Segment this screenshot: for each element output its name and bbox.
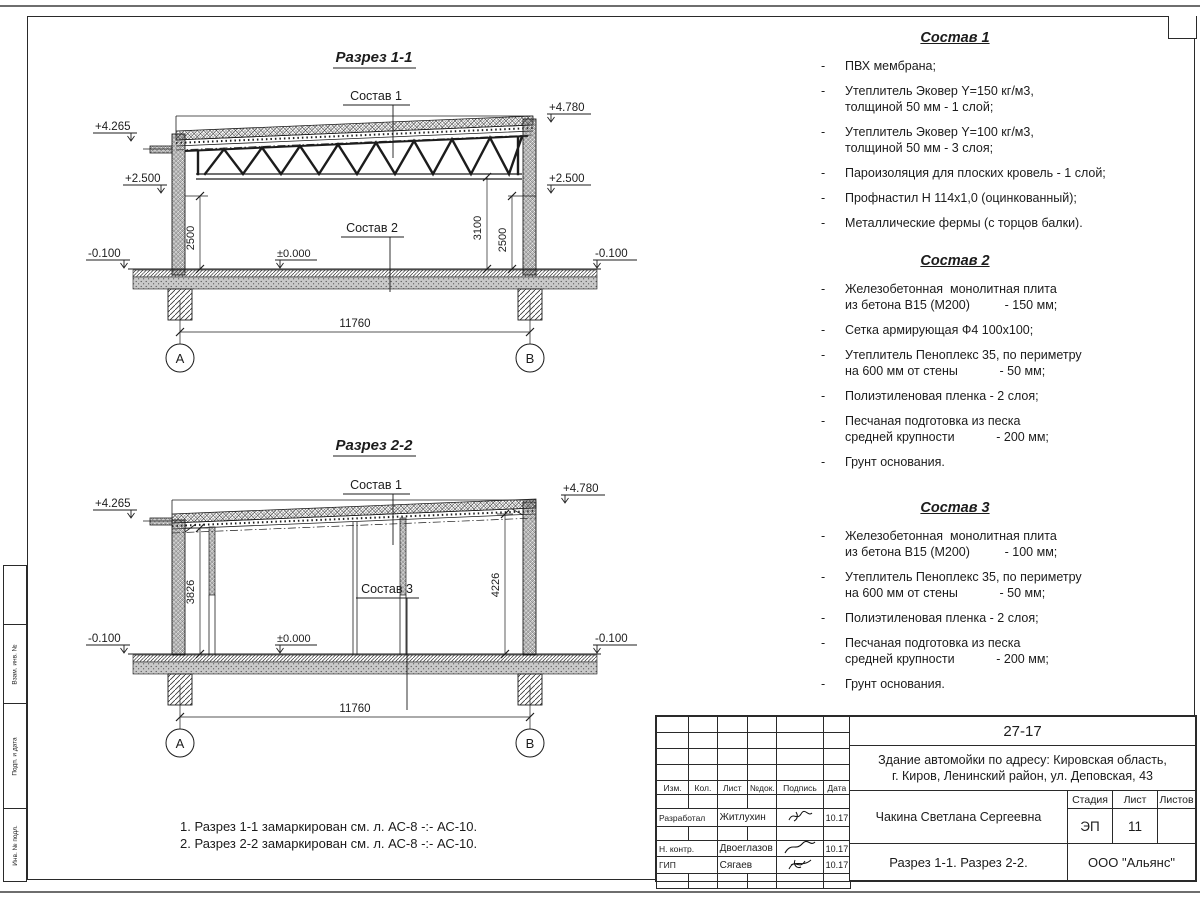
item-text-line: Железобетонная монолитная плита bbox=[845, 282, 1057, 296]
dim-4226: 4226 bbox=[490, 572, 502, 598]
item-dash: - bbox=[821, 570, 826, 584]
truss-web bbox=[198, 137, 522, 175]
role-ncontrol: Н. контр. bbox=[657, 841, 718, 857]
level-right-top: +4.780 bbox=[549, 102, 585, 114]
composition-item bbox=[790, 322, 1192, 338]
item-text-line: ПВХ мембрана; bbox=[845, 59, 936, 73]
item-dash: - bbox=[821, 389, 826, 403]
item-text-line: на 600 мм от стены - 50 мм; bbox=[845, 586, 1046, 600]
dim-2500-left: 2500 bbox=[185, 225, 197, 251]
sheet-title-cell bbox=[849, 843, 1068, 881]
signature-ncontrol bbox=[777, 841, 823, 857]
floor-screed bbox=[133, 655, 597, 662]
item-text-line: толщиной 50 мм - 1 слой; bbox=[845, 100, 994, 114]
doc-number-cell bbox=[849, 716, 1196, 746]
composition-title: Состав 2 bbox=[920, 253, 990, 269]
item-dash: - bbox=[821, 125, 826, 139]
company-cell bbox=[1067, 843, 1196, 881]
composition-item bbox=[790, 676, 1192, 692]
revision-table bbox=[656, 716, 851, 889]
wall-left bbox=[172, 134, 185, 275]
composition-title: Состав 3 bbox=[920, 500, 990, 516]
stadia-header-cell bbox=[1067, 790, 1113, 809]
item-text-line: Пароизоляция для плоских кровель - 1 слой; bbox=[845, 166, 1106, 180]
date-gip: 10.17 bbox=[823, 857, 850, 874]
doc-number: 27-17 bbox=[1003, 722, 1042, 740]
item-text-line: на 600 мм от стены - 50 мм; bbox=[845, 364, 1046, 378]
roof-insulation bbox=[172, 499, 536, 523]
item-dash: - bbox=[821, 414, 826, 428]
signature-developer bbox=[777, 809, 823, 827]
dim-2500-right: 2500 bbox=[497, 227, 509, 253]
item-text-line: Песчаная подготовка из песка bbox=[845, 636, 1021, 650]
item-dash: - bbox=[821, 323, 826, 337]
item-text-line: Металлические фермы (с торцов балки). bbox=[845, 216, 1083, 230]
item-text-line: Утеплитель Эковер Y=150 кг/м3, bbox=[845, 84, 1034, 98]
sheet-number: 11 bbox=[1127, 818, 1142, 834]
composition-block bbox=[790, 500, 1192, 692]
item-text-line: из бетона В15 (М200) - 100 мм; bbox=[845, 545, 1058, 559]
item-text-line: Полиэтиленовая пленка - 2 слоя; bbox=[845, 611, 1039, 625]
col-list: Лист bbox=[717, 781, 747, 795]
composition-item bbox=[790, 635, 1192, 667]
composition-lists bbox=[790, 14, 1192, 706]
date-ncontrol: 10.17 bbox=[823, 841, 850, 857]
list-header: Лист bbox=[1123, 793, 1147, 806]
eave-left bbox=[150, 518, 172, 525]
section-1-1-drawing bbox=[85, 30, 670, 390]
composition-title: Состав 1 bbox=[920, 30, 990, 46]
item-dash: - bbox=[821, 282, 826, 296]
axis-label-b: В bbox=[525, 736, 535, 751]
stamp-label: Взам. инв. № bbox=[11, 643, 19, 685]
axis-label-b: В bbox=[525, 351, 535, 366]
signature-icon bbox=[783, 841, 817, 854]
item-dash: - bbox=[821, 59, 826, 73]
section2-title: Разрез 2-2 bbox=[335, 437, 413, 454]
name-ncontrol: Двоеглазов bbox=[717, 841, 777, 857]
composition-item bbox=[790, 281, 1192, 313]
date-developer: 10.17 bbox=[823, 809, 850, 827]
item-dash: - bbox=[821, 348, 826, 362]
dim-span: 11760 bbox=[339, 318, 371, 330]
item-dash: - bbox=[821, 191, 826, 205]
item-dash: - bbox=[821, 216, 826, 230]
composition-item bbox=[790, 388, 1192, 404]
floor-base bbox=[133, 277, 597, 289]
role-developer: Разработал bbox=[657, 809, 718, 827]
project-line1: Здание автомойки по адресу: Кировская область, bbox=[878, 753, 1167, 767]
stadia-value: ЭП bbox=[1080, 818, 1100, 834]
wall-right bbox=[523, 502, 536, 655]
item-dash: - bbox=[821, 166, 826, 180]
col-podpis: Подпись bbox=[777, 781, 823, 795]
top-edge-line bbox=[0, 5, 1200, 7]
architect-name: Чакина Светлана Сергеевна bbox=[875, 810, 1042, 824]
item-text-line: Железобетонная монолитная плита bbox=[845, 529, 1057, 543]
item-text-line: Утеплитель Пеноплекс 35, по периметру bbox=[845, 348, 1082, 362]
item-text-line: Полиэтиленовая пленка - 2 слоя; bbox=[845, 389, 1039, 403]
item-text-line: Утеплитель Пеноплекс 35, по периметру bbox=[845, 570, 1082, 584]
composition-item bbox=[790, 83, 1192, 115]
callout-sostav1: Состав 1 bbox=[350, 89, 402, 103]
composition-block bbox=[790, 30, 1192, 231]
composition-item bbox=[790, 569, 1192, 601]
section-2-2-drawing bbox=[85, 420, 670, 790]
left-stamp-strip bbox=[3, 565, 27, 882]
item-text-line: Сетка армирующая Ф4 100х100; bbox=[845, 323, 1034, 337]
level-right-top: +4.780 bbox=[563, 483, 599, 495]
callout-sostav2: Состав 2 bbox=[346, 221, 398, 235]
stamp-cell-inv bbox=[4, 809, 26, 882]
wall-right bbox=[523, 119, 536, 275]
composition-item bbox=[790, 165, 1192, 181]
item-text-line: Профнастил Н 114х1,0 (оцинкованный); bbox=[845, 191, 1077, 205]
stamp-cell-podp bbox=[4, 704, 26, 809]
level-left-mid: +2.500 bbox=[125, 173, 161, 185]
item-text-line: Утеплитель Эковер Y=100 кг/м3, bbox=[845, 125, 1034, 139]
item-dash: - bbox=[821, 455, 826, 469]
stamp-cell-vzam bbox=[4, 625, 26, 704]
floor-base bbox=[133, 662, 597, 674]
level-right-mid: +2.500 bbox=[549, 173, 585, 185]
wall-left bbox=[172, 520, 185, 655]
section1-title: Разрез 1-1 bbox=[335, 49, 413, 66]
level-right-bot: -0.100 bbox=[595, 633, 628, 645]
item-text-line: средней крупности - 200 мм; bbox=[845, 430, 1049, 444]
composition-item bbox=[790, 528, 1192, 560]
level-left-bot: -0.100 bbox=[88, 633, 121, 645]
col-kol: Кол. bbox=[689, 781, 717, 795]
stamp-label: Инв. № подл. bbox=[11, 825, 19, 866]
signature-icon bbox=[785, 857, 815, 871]
callout-sostav3: Состав 3 bbox=[361, 582, 413, 596]
composition-item bbox=[790, 190, 1192, 206]
item-dash: - bbox=[821, 611, 826, 625]
listov-header: Листов bbox=[1159, 793, 1194, 806]
col-izm: Изм. bbox=[657, 781, 689, 795]
truss-bottom-chord bbox=[196, 174, 522, 179]
interior-post-1 bbox=[209, 527, 215, 595]
item-text-line: Грунт основания. bbox=[845, 455, 945, 469]
project-line2: г. Киров, Ленинский район, ул. Деповская, 43 bbox=[892, 769, 1153, 783]
roof-insulation bbox=[176, 116, 533, 140]
name-developer: Житлухин bbox=[717, 809, 777, 827]
item-dash: - bbox=[821, 677, 826, 691]
signature-gip bbox=[777, 857, 823, 874]
interior-post-2 bbox=[353, 522, 357, 655]
floor-screed bbox=[133, 270, 597, 277]
item-dash: - bbox=[821, 84, 826, 98]
dim-3826: 3826 bbox=[185, 579, 197, 605]
signature-icon bbox=[785, 810, 815, 823]
level-left-top: +4.265 bbox=[95, 121, 131, 133]
dim-span: 11760 bbox=[339, 703, 371, 715]
axis-label-a: А bbox=[175, 736, 185, 751]
dim-3100: 3100 bbox=[472, 215, 484, 241]
level-zero: ±0.000 bbox=[277, 633, 311, 645]
item-text-line: из бетона В15 (М200) - 150 мм; bbox=[845, 298, 1058, 312]
stamp-cell-empty bbox=[4, 566, 26, 625]
name-gip: Сягаев bbox=[717, 857, 777, 874]
sheet-title: Разрез 1-1. Разрез 2-2. bbox=[889, 854, 1028, 870]
composition-item bbox=[790, 610, 1192, 626]
note-line: 1. Разрез 1-1 замаркирован см. л. АС-8 -:- АС-10. bbox=[180, 819, 478, 834]
stadia-value-cell bbox=[1067, 808, 1113, 844]
level-left-bot: -0.100 bbox=[88, 248, 121, 260]
company-name: ООО "Альянс" bbox=[1088, 854, 1175, 870]
sheet-number-cell bbox=[1112, 808, 1158, 844]
level-zero: ±0.000 bbox=[277, 248, 311, 260]
role-gip: ГИП bbox=[657, 857, 718, 874]
callout-sostav1: Состав 1 bbox=[350, 478, 402, 492]
composition-item bbox=[790, 454, 1192, 470]
listov-header-cell bbox=[1157, 790, 1196, 809]
composition-item bbox=[790, 124, 1192, 156]
level-right-bot: -0.100 bbox=[595, 248, 628, 260]
list-header-cell bbox=[1112, 790, 1158, 809]
level-left-top: +4.265 bbox=[95, 498, 131, 510]
item-text-line: Грунт основания. bbox=[845, 677, 945, 691]
note-line: 2. Разрез 2-2 замаркирован см. л. АС-8 -:- АС-10. bbox=[180, 836, 478, 851]
composition-item bbox=[790, 58, 1192, 74]
composition-item bbox=[790, 413, 1192, 445]
item-text-line: толщиной 50 мм - 3 слоя; bbox=[845, 141, 994, 155]
stamp-label: Подп. и дата bbox=[11, 736, 19, 776]
eave-left bbox=[150, 146, 172, 153]
axis-label-a: А bbox=[175, 351, 185, 366]
item-dash: - bbox=[821, 529, 826, 543]
item-text-line: средней крупности - 200 мм; bbox=[845, 652, 1049, 666]
item-text-line: Песчаная подготовка из песка bbox=[845, 414, 1021, 428]
project-name-cell bbox=[849, 745, 1196, 791]
col-ndok: №док. bbox=[747, 781, 776, 795]
sheets-total-cell bbox=[1157, 808, 1196, 844]
title-block bbox=[655, 715, 1197, 882]
bottom-edge-line bbox=[0, 891, 1200, 893]
stadia-header: Стадия bbox=[1072, 793, 1108, 806]
composition-item bbox=[790, 347, 1192, 379]
architect-cell bbox=[849, 790, 1068, 844]
composition-item bbox=[790, 215, 1192, 231]
item-dash: - bbox=[821, 636, 826, 650]
notes bbox=[180, 818, 477, 852]
col-data: Дата bbox=[823, 781, 850, 795]
composition-block bbox=[790, 253, 1192, 470]
